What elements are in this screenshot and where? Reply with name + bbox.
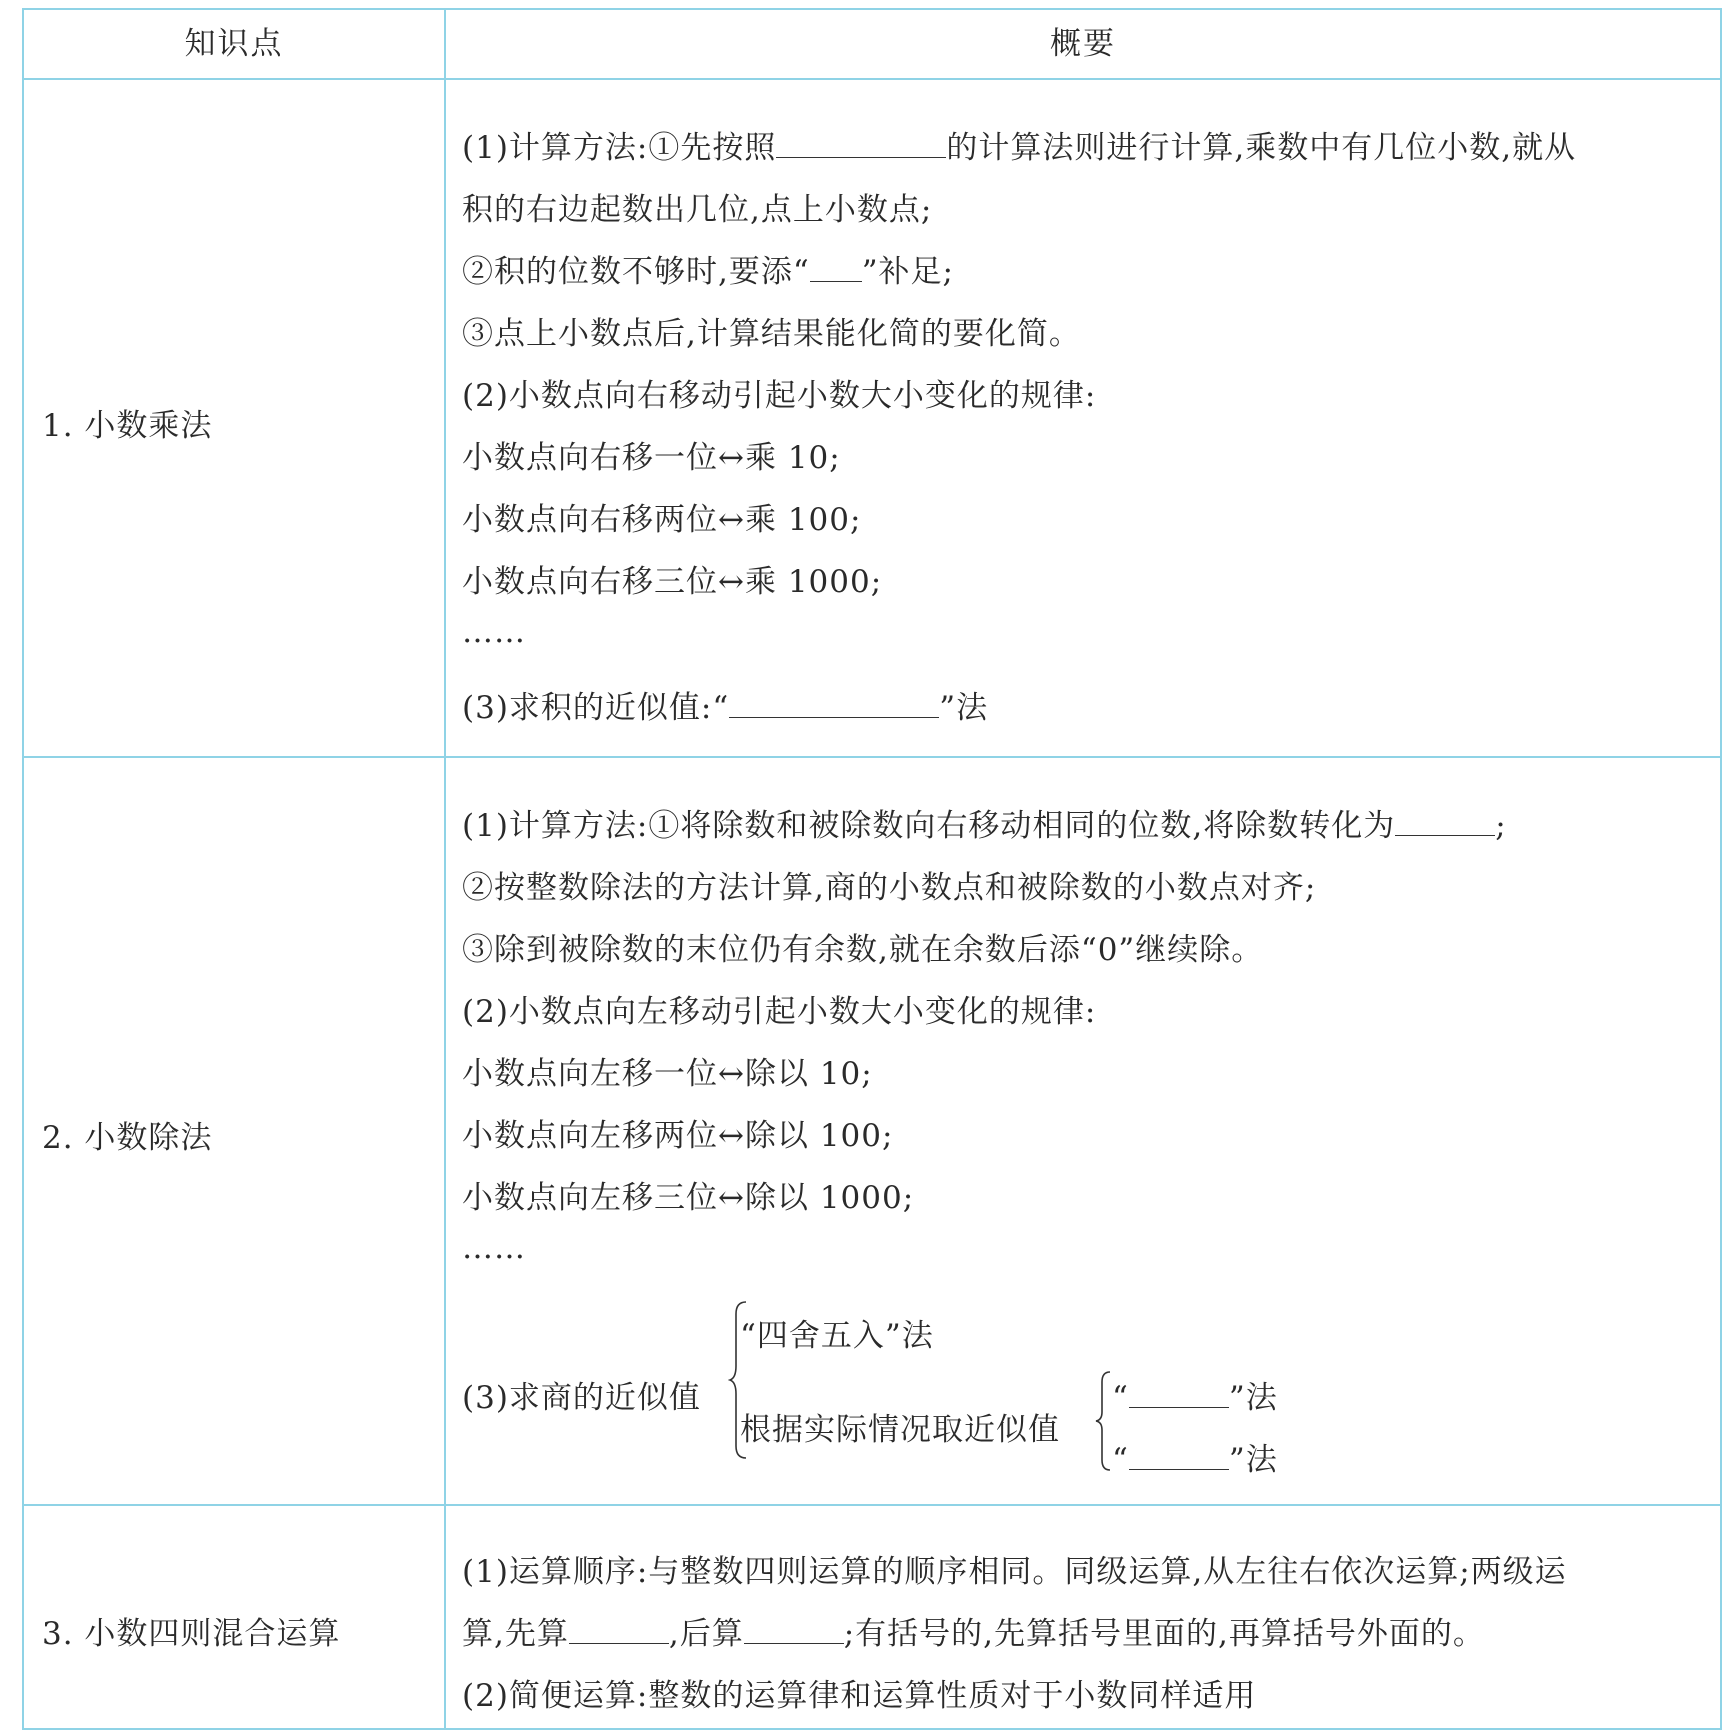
summary-line: 小数点向右移一位↔乘 10; bbox=[462, 440, 841, 476]
summary-line: (3)求积的近似值:“ ”法 bbox=[462, 690, 989, 726]
summary-line: ③除到被除数的末位仍有余数,就在余数后添“0”继续除。 bbox=[462, 932, 1264, 968]
approx-option-rounding: “四舍五入”法 bbox=[740, 1318, 934, 1354]
topic-decimal-division: 2. 小数除法 bbox=[42, 1120, 213, 1156]
summary-line: (1)计算方法:①先按照 的计算法则进行计算,乘数中有几位小数,就从 bbox=[462, 130, 1577, 166]
header-knowledge-point: 知识点 bbox=[184, 26, 284, 62]
summary-line: 算,先算 ,后算 ;有括号的,先算括号里面的,再算括号外面的。 bbox=[462, 1616, 1485, 1652]
summary-line: (2)小数点向右移动引起小数大小变化的规律: bbox=[462, 378, 1097, 414]
fill-blank bbox=[729, 691, 939, 718]
fill-blank bbox=[1129, 1381, 1229, 1408]
summary-line: 小数点向右移两位↔乘 100; bbox=[462, 502, 862, 538]
row-divider bbox=[24, 756, 1720, 758]
header-summary: 概要 bbox=[1050, 26, 1116, 62]
row-divider bbox=[24, 1504, 1720, 1506]
fill-blank bbox=[776, 131, 946, 158]
fill-blank bbox=[810, 255, 862, 282]
topic-decimal-mixed-operations: 3. 小数四则混合运算 bbox=[42, 1616, 341, 1652]
approx-sub-method: “ ”法 bbox=[1112, 1442, 1278, 1478]
topic-decimal-multiplication: 1. 小数乘法 bbox=[42, 408, 213, 444]
row-divider bbox=[24, 78, 1720, 80]
summary-line: 积的右边起数出几位,点上小数点; bbox=[462, 192, 933, 228]
summary-line: ②按整数除法的方法计算,商的小数点和被除数的小数点对齐; bbox=[462, 870, 1317, 906]
summary-line: (1)计算方法:①将除数和被除数向右移动相同的位数,将除数转化为 ; bbox=[462, 808, 1507, 844]
approx-option-practical: 根据实际情况取近似值 bbox=[740, 1412, 1060, 1448]
summary-line: 小数点向左移三位↔除以 1000; bbox=[462, 1180, 915, 1216]
left-brace-icon bbox=[1094, 1370, 1114, 1472]
summary-line: (1)运算顺序:与整数四则运算的顺序相同。同级运算,从左往右依次运算;两级运 bbox=[462, 1554, 1567, 1590]
fill-blank bbox=[744, 1617, 844, 1644]
summary-line: 小数点向右移三位↔乘 1000; bbox=[462, 564, 883, 600]
summary-line: ③点上小数点后,计算结果能化简的要化简。 bbox=[462, 316, 1081, 352]
fill-blank bbox=[1395, 809, 1495, 836]
approx-label: (3)求商的近似值 bbox=[462, 1380, 701, 1416]
approx-sub-method: “ ”法 bbox=[1112, 1380, 1278, 1416]
summary-line: …… bbox=[462, 614, 526, 650]
summary-line: ②积的位数不够时,要添“ ”补足; bbox=[462, 254, 954, 290]
summary-line: 小数点向左移一位↔除以 10; bbox=[462, 1056, 873, 1092]
fill-blank bbox=[1129, 1443, 1229, 1470]
summary-line: …… bbox=[462, 1230, 526, 1266]
summary-line: 小数点向左移两位↔除以 100; bbox=[462, 1118, 894, 1154]
knowledge-table bbox=[22, 8, 1722, 1730]
fill-blank bbox=[569, 1617, 669, 1644]
summary-line: (2)小数点向左移动引起小数大小变化的规律: bbox=[462, 994, 1097, 1030]
summary-line: (2)简便运算:整数的运算律和运算性质对于小数同样适用 bbox=[462, 1678, 1257, 1714]
column-divider bbox=[444, 10, 446, 1728]
